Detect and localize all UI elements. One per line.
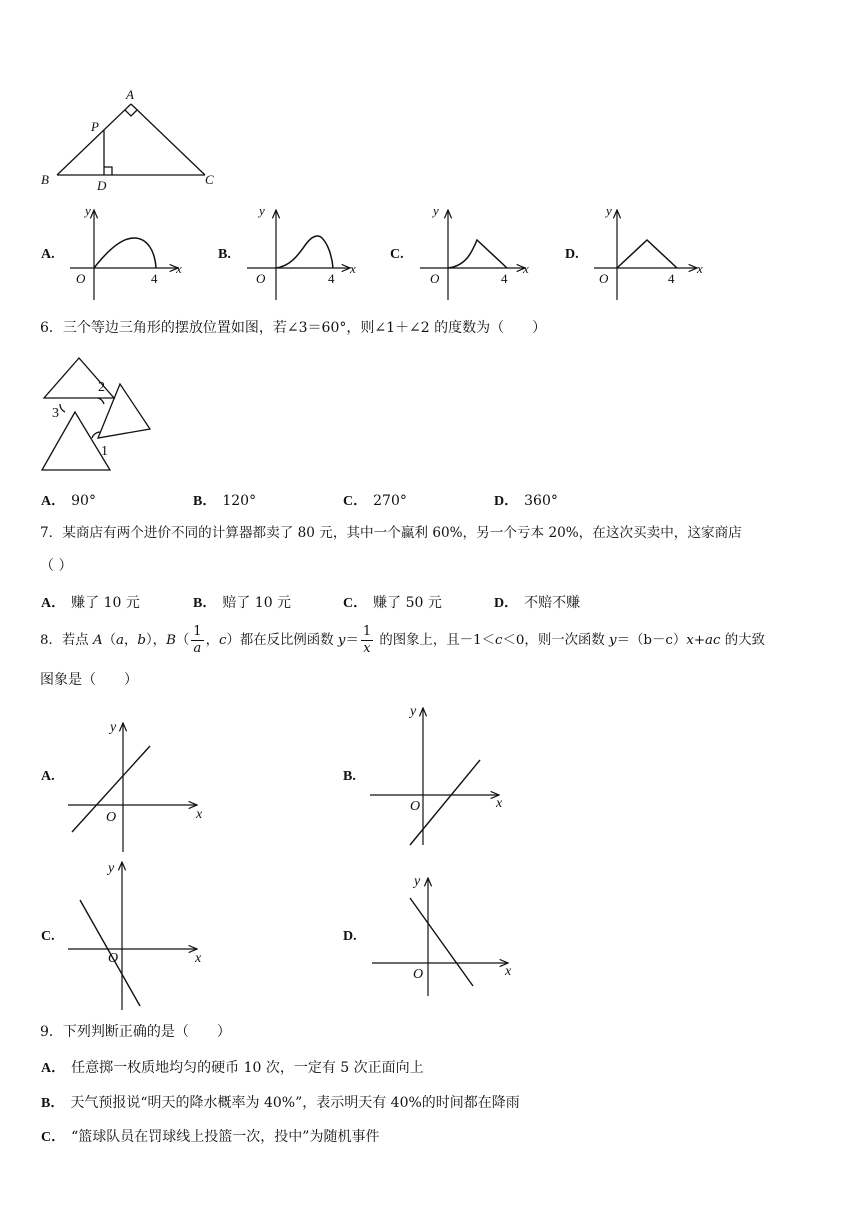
q5-d-o: O: [599, 271, 609, 286]
q8-d-o: O: [413, 967, 424, 982]
q8-line-b: [410, 760, 480, 845]
q5-b-x: x: [350, 261, 356, 276]
q8-c-y: y: [108, 861, 115, 876]
q6-question: 6．三个等边三角形的摆放位置如图，若∠3＝60°，则∠1＋∠2 的度数为（ ）: [40, 320, 547, 336]
label-d: D: [97, 178, 107, 193]
q9-option-a[interactable]: A． 任意掷一枚质地均匀的硬币 10 次，一定有 5 次正面向上: [41, 1060, 424, 1076]
q6-option-d[interactable]: D． 360°: [494, 493, 558, 509]
q8-b-x: x: [496, 796, 503, 811]
fraction-1-over-x: $\frac{1}{x}$: [362, 624, 372, 656]
right-angle-mark-a: [125, 110, 137, 116]
q9-option-c[interactable]: C． “篮球队员在罚球线上投篮一次，投中”为随机事件: [41, 1129, 380, 1145]
q7-question-line1: 7．某商店有两个进价不同的计算器都卖了 80 元，其中一个赢利 60%，另一个亏本 20%，在这次买卖中，这家商店: [40, 525, 742, 541]
q6-option-a[interactable]: A． 90°: [41, 493, 96, 509]
q8-option-b-label[interactable]: B.: [343, 769, 356, 784]
right-angle-mark-d: [104, 167, 112, 175]
label-c: C: [205, 172, 214, 187]
q8-option-d-label[interactable]: D.: [343, 929, 357, 944]
q5-option-b-label[interactable]: B.: [218, 247, 231, 262]
q8-question-line2: 图象是（ ）: [40, 672, 138, 688]
q8-b-o: O: [410, 799, 421, 814]
q8-question-line1: 8．若点 A（a，b），B（ $\frac{1}{a}$ ，c）都在反比例函数 y＝ $\frac{1}{x}$ 的图象上，且－1＜c＜0，则一次函数 y＝（b－c）x+ac 的大致: [40, 624, 765, 656]
q8-c-o: O: [108, 951, 119, 966]
q8-line-d: [410, 898, 473, 986]
q7-question-line2: （ ）: [40, 558, 73, 574]
angle-label-3: 3: [52, 406, 59, 421]
q5-b-y: y: [259, 203, 265, 218]
triangle-top: [44, 358, 114, 398]
q5-c-o: O: [430, 271, 440, 286]
q5-curve-c: [448, 240, 507, 268]
q8-line-c: [80, 900, 140, 1006]
label-b: B: [41, 172, 49, 187]
q5-graph-c[interactable]: [420, 210, 525, 300]
q6-option-b[interactable]: B． 120°: [193, 493, 257, 509]
q8-a-o: O: [106, 810, 117, 825]
q5-option-c-label[interactable]: C.: [390, 247, 404, 262]
q8-c-x: x: [195, 951, 202, 966]
q5-d-y: y: [606, 203, 612, 218]
q5-option-d-label[interactable]: D.: [565, 247, 579, 262]
side-ba: [57, 104, 131, 175]
q5-a-x: x: [176, 261, 182, 276]
q8-d-y: y: [414, 874, 421, 889]
q5-c-x: x: [523, 261, 529, 276]
angle-arc-2: [98, 398, 104, 404]
q5-c-tick: 4: [501, 271, 508, 286]
label-p: P: [91, 119, 99, 134]
q8-option-a-label[interactable]: A.: [41, 769, 55, 784]
q8-graph-a[interactable]: [68, 723, 197, 852]
q8-b-y: y: [410, 704, 417, 719]
q5-curve-b: [276, 236, 333, 268]
q5-a-y: y: [85, 203, 91, 218]
angle-arc-1: [92, 432, 100, 438]
q7-option-d[interactable]: D． 不赔不赚: [494, 595, 581, 611]
triangle-right: [98, 384, 150, 438]
q7-option-b[interactable]: B． 赔了 10 元: [193, 595, 292, 611]
q9-option-b[interactable]: B． 天气预报说“明天的降水概率为 40%”，表示明天有 40%的时间都在降雨: [41, 1095, 520, 1111]
q8-d-x: x: [505, 964, 512, 979]
q8-a-x: x: [196, 807, 203, 822]
q5-curve-d: [617, 240, 677, 268]
q5-c-y: y: [433, 203, 439, 218]
angle-label-2: 2: [98, 380, 105, 395]
q5-graph-d[interactable]: [594, 210, 697, 300]
q5-option-a-label[interactable]: A.: [41, 247, 55, 262]
fraction-1-over-a: $\frac{1}{a}$: [193, 624, 202, 656]
q9-question: 9．下列判断正确的是（ ）: [40, 1024, 231, 1040]
triangle-bottom: [42, 412, 110, 470]
angle-arc-3: [60, 404, 65, 412]
q5-graph-a[interactable]: [70, 210, 178, 300]
side-ac: [131, 104, 205, 175]
q8-line-a: [72, 746, 150, 832]
q5-a-o: O: [76, 271, 86, 286]
label-a: A: [126, 87, 134, 102]
q5-b-o: O: [256, 271, 266, 286]
q7-option-c[interactable]: C． 赚了 50 元: [343, 595, 442, 611]
q5-b-tick: 4: [328, 271, 335, 286]
q8-option-c-label[interactable]: C.: [41, 929, 55, 944]
q8-graph-b[interactable]: [370, 708, 499, 845]
q5-d-tick: 4: [668, 271, 675, 286]
angle-label-1: 1: [101, 444, 108, 459]
q7-option-a[interactable]: A． 赚了 10 元: [41, 595, 140, 611]
q6-option-c[interactable]: C． 270°: [343, 493, 407, 509]
q5-graph-b[interactable]: [247, 210, 350, 300]
q8-graph-c[interactable]: [68, 862, 197, 1010]
q5-d-x: x: [697, 261, 703, 276]
q8-graph-d[interactable]: [372, 878, 508, 996]
q5-a-tick: 4: [151, 271, 158, 286]
q5-curve-a: [94, 238, 156, 268]
q8-a-y: y: [110, 720, 117, 735]
